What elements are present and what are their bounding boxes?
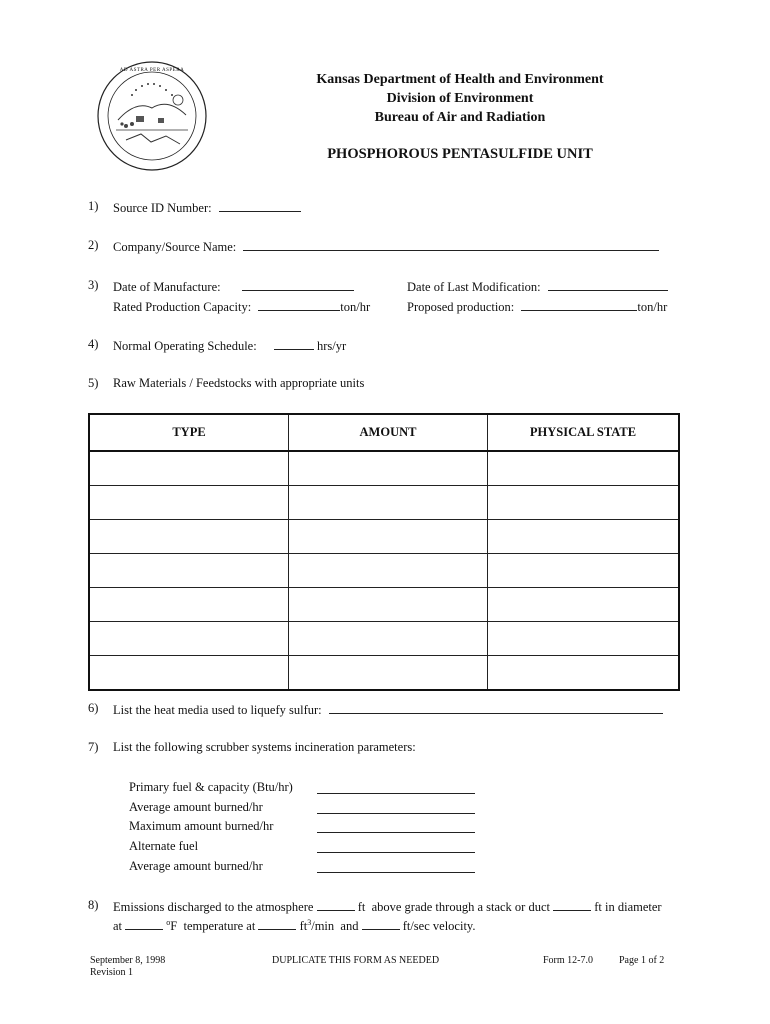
form-title: PHOSPHOROUS PENTASULFIDE UNIT — [327, 146, 593, 162]
table-row — [89, 588, 679, 622]
physical-state-cell[interactable] — [488, 451, 680, 486]
q4-number: 4) — [88, 337, 99, 351]
alt-average-burned-field[interactable] — [317, 860, 475, 873]
and-label: and — [340, 919, 359, 933]
flow-unit-min: /min — [311, 919, 335, 933]
table-row — [89, 656, 679, 691]
footer-form-number: Form 12-7.0 — [543, 955, 593, 966]
diameter-unit: ft in diameter — [594, 900, 662, 914]
amount-cell[interactable] — [289, 451, 488, 486]
q8-number: 8) — [88, 898, 99, 912]
date-modification-label: Date of Last Modification: — [407, 280, 541, 294]
bureau-title: Bureau of Air and Radiation — [374, 110, 546, 125]
physical-state-cell[interactable] — [488, 520, 680, 554]
agency-title: Kansas Department of Health and Environment — [316, 72, 604, 87]
table-row — [89, 622, 679, 656]
q1-number: 1) — [88, 199, 99, 213]
temperature-label: temperature at — [183, 919, 256, 933]
division-title: Division of Environment — [386, 91, 534, 106]
raw-materials-label: Raw Materials / Feedstocks with appropriate units — [113, 376, 365, 390]
heat-media-label: List the heat media used to liquefy sulfur: — [113, 703, 322, 717]
table-row — [89, 451, 679, 486]
footer-page-number: Page 1 of 2 — [619, 955, 665, 966]
heat-media-field[interactable] — [329, 701, 663, 714]
proposed-production-unit: ton/hr — [637, 300, 668, 314]
table-row — [89, 554, 679, 588]
above-grade-label: above grade through a stack or duct — [371, 900, 550, 914]
company-name-label: Company/Source Name: — [113, 240, 237, 254]
q7-number: 7) — [88, 740, 99, 754]
scrubber-label: List the following scrubber systems incineration parameters: — [113, 740, 416, 754]
primary-fuel-field[interactable] — [317, 781, 475, 794]
alternate-fuel-field[interactable] — [317, 840, 475, 853]
type-cell[interactable] — [89, 656, 289, 691]
column-header-amount: AMOUNT — [289, 414, 488, 451]
state-seal — [96, 60, 208, 172]
flow-unit: ft — [299, 919, 308, 933]
stack-height-field[interactable] — [317, 898, 355, 911]
amount-cell[interactable] — [289, 486, 488, 520]
schedule-field[interactable] — [274, 337, 314, 350]
emissions-label: Emissions discharged to the atmosphere — [113, 900, 314, 914]
q2-number: 2) — [88, 238, 99, 252]
type-cell[interactable] — [89, 554, 289, 588]
table-header-row — [89, 414, 679, 451]
table-row — [89, 486, 679, 520]
physical-state-cell[interactable] — [488, 622, 680, 656]
schedule-label: Normal Operating Schedule: — [113, 339, 257, 353]
column-header-type: TYPE — [89, 414, 289, 451]
temperature-field[interactable] — [125, 917, 163, 930]
degree-unit: F — [170, 919, 178, 933]
footer-revision: Revision 1 — [90, 967, 134, 978]
alternate-fuel-label: Alternate fuel — [129, 839, 199, 853]
footer-date: September 8, 1998 — [90, 955, 166, 966]
rated-capacity-field[interactable] — [258, 298, 340, 311]
at-label: at — [113, 919, 123, 933]
type-cell[interactable] — [89, 520, 289, 554]
column-header-physical-state: PHYSICAL STATE — [488, 414, 680, 451]
footer-note: DUPLICATE THIS FORM AS NEEDED — [272, 955, 440, 966]
q6-number: 6) — [88, 701, 99, 715]
stack-height-unit: ft — [357, 900, 366, 914]
amount-cell[interactable] — [289, 554, 488, 588]
velocity-field[interactable] — [362, 917, 400, 930]
flow-rate-field[interactable] — [258, 917, 296, 930]
maximum-burned-label: Maximum amount burned/hr — [129, 819, 274, 833]
rated-capacity-unit: ton/hr — [340, 300, 371, 314]
seal-motto: AD ASTRA PER ASPERA — [119, 68, 185, 73]
amount-cell[interactable] — [289, 622, 488, 656]
q3-number: 3) — [88, 278, 99, 292]
company-name-field[interactable] — [243, 238, 659, 251]
seal-icon — [96, 60, 208, 172]
source-id-label: Source ID Number: — [113, 201, 212, 215]
amount-cell[interactable] — [289, 656, 488, 691]
date-manufacture-field[interactable] — [242, 278, 354, 291]
raw-materials-table — [88, 413, 680, 691]
physical-state-cell[interactable] — [488, 486, 680, 520]
alt-average-burned-label: Average amount burned/hr — [129, 859, 263, 873]
type-cell[interactable] — [89, 622, 289, 656]
date-modification-field[interactable] — [548, 278, 668, 291]
velocity-unit: ft/sec velocity. — [402, 919, 476, 933]
rated-capacity-label: Rated Production Capacity: — [113, 300, 252, 314]
q5-number: 5) — [88, 376, 99, 390]
physical-state-cell[interactable] — [488, 656, 680, 691]
table-row — [89, 520, 679, 554]
proposed-production-field[interactable] — [521, 298, 637, 311]
date-manufacture-label: Date of Manufacture: — [113, 280, 221, 294]
type-cell[interactable] — [89, 486, 289, 520]
average-burned-field[interactable] — [317, 801, 475, 814]
amount-cell[interactable] — [289, 520, 488, 554]
average-burned-label: Average amount burned/hr — [129, 800, 263, 814]
type-cell[interactable] — [89, 588, 289, 622]
type-cell[interactable] — [89, 451, 289, 486]
schedule-unit: hrs/yr — [316, 339, 347, 353]
physical-state-cell[interactable] — [488, 554, 680, 588]
amount-cell[interactable] — [289, 588, 488, 622]
source-id-field[interactable] — [219, 199, 301, 212]
proposed-production-label: Proposed production: — [407, 300, 515, 314]
diameter-field[interactable] — [553, 898, 591, 911]
maximum-burned-field[interactable] — [317, 820, 475, 833]
physical-state-cell[interactable] — [488, 588, 680, 622]
primary-fuel-label: Primary fuel & capacity (Btu/hr) — [129, 780, 293, 794]
